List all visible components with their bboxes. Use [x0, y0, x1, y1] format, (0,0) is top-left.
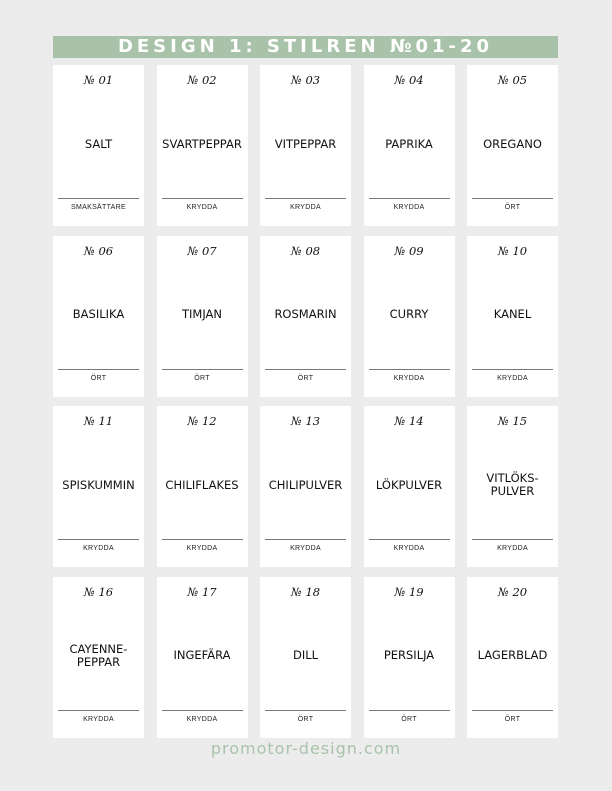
label-category: KRYDDA	[83, 715, 114, 723]
label-number: № 01	[83, 73, 114, 87]
spice-label-card	[260, 406, 351, 567]
spice-label-card	[260, 577, 351, 738]
label-spice-name: SPISKUMMIN	[62, 477, 135, 492]
spice-label-card	[364, 65, 455, 226]
label-category: KRYDDA	[497, 545, 528, 552]
spice-label-card	[467, 577, 558, 738]
label-number: № 19	[394, 584, 424, 599]
spice-label-card	[467, 236, 558, 397]
label-category: KRYDDA	[290, 545, 321, 552]
label-category: ÖRT	[297, 374, 314, 382]
spice-label-card	[157, 65, 248, 226]
label-divider	[162, 710, 243, 711]
label-number: № 14	[394, 414, 424, 428]
label-spice-name: KANEL	[493, 307, 532, 321]
label-category: KRYDDA	[186, 715, 218, 723]
label-divider	[369, 539, 450, 540]
label-spice-name: CAYENNE- PEPPAR	[69, 641, 128, 669]
label-divider	[472, 198, 553, 199]
spice-label-card	[53, 236, 144, 397]
label-divider	[58, 369, 139, 370]
label-category: KRYDDA	[186, 204, 218, 211]
label-category: KRYDDA	[83, 545, 114, 552]
label-divider	[265, 369, 346, 370]
header-banner	[53, 36, 558, 58]
spice-label-card	[157, 406, 248, 567]
label-divider	[472, 710, 553, 711]
spice-label-card	[157, 577, 248, 738]
label-spice-name: VITLÖKS- PULVER	[486, 471, 539, 498]
label-spice-name: PAPRIKA	[385, 136, 433, 151]
label-spice-name: LAGERBLAD	[477, 648, 548, 662]
spice-label-card	[260, 65, 351, 226]
label-category: ÖRT	[194, 374, 210, 382]
label-number: № 12	[187, 414, 217, 428]
spice-label-card	[53, 577, 144, 738]
spice-label-card	[364, 577, 455, 738]
label-spice-name: CURRY	[389, 307, 429, 321]
label-divider	[265, 539, 346, 540]
label-category: ÖRT	[401, 715, 417, 723]
label-divider	[472, 369, 553, 370]
label-spice-name: VITPEPPAR	[274, 136, 337, 151]
label-spice-name: TIMJAN	[182, 307, 222, 321]
label-category: ÖRT	[504, 204, 521, 211]
label-number: № 08	[290, 243, 321, 258]
label-spice-name: SALT	[84, 136, 113, 151]
label-category: KRYDDA	[186, 545, 218, 552]
label-number: № 11	[83, 414, 114, 428]
label-spice-name: DILL	[292, 648, 319, 662]
label-divider	[162, 539, 243, 540]
label-divider	[162, 369, 243, 370]
spice-label-card	[53, 65, 144, 226]
label-number: № 10	[497, 243, 528, 258]
label-number: № 05	[497, 73, 528, 87]
label-number: № 20	[497, 584, 528, 599]
label-number: № 03	[290, 73, 321, 87]
label-spice-name: INGEFÄRA	[173, 648, 231, 662]
spice-label-card	[53, 406, 144, 567]
label-number: № 02	[187, 73, 217, 87]
spice-label-card	[157, 236, 248, 397]
label-category: ÖRT	[297, 715, 314, 723]
label-spice-name: OREGANO	[483, 136, 542, 151]
label-divider	[162, 198, 243, 199]
page-title: DESIGN 1: STILREN №01-20	[117, 36, 494, 57]
label-number: № 13	[290, 414, 321, 428]
label-category: KRYDDA	[393, 545, 425, 552]
label-number: № 09	[394, 243, 424, 258]
label-spice-name: LÖKPULVER	[375, 477, 443, 492]
label-spice-name: ROSMARIN	[274, 307, 337, 321]
label-category: KRYDDA	[393, 374, 425, 382]
label-category: KRYDDA	[393, 204, 425, 211]
label-divider	[58, 198, 139, 199]
label-spice-name: PERSILJA	[383, 648, 435, 662]
label-divider	[265, 198, 346, 199]
spice-label-card	[364, 406, 455, 567]
label-number: № 16	[83, 584, 114, 599]
label-category: SMAKSÄTTARE	[71, 204, 126, 211]
label-divider	[369, 198, 450, 199]
label-number: № 17	[187, 584, 217, 599]
spice-label-card	[364, 236, 455, 397]
label-number: № 04	[394, 73, 424, 87]
label-category: KRYDDA	[290, 204, 321, 211]
spice-label-card	[260, 236, 351, 397]
label-divider	[58, 539, 139, 540]
label-spice-name: BASILIKA	[72, 307, 125, 321]
label-divider	[369, 710, 450, 711]
footer-url: promotor-design.com	[210, 739, 402, 758]
label-divider	[369, 369, 450, 370]
label-spice-name: CHILIPULVER	[268, 477, 343, 492]
label-spice-name: CHILIFLAKES	[165, 477, 239, 492]
spice-label-card	[467, 406, 558, 567]
label-spice-name: SVARTPEPPAR	[162, 136, 242, 151]
label-category: KRYDDA	[497, 374, 528, 382]
label-divider	[58, 710, 139, 711]
spice-label-card	[467, 65, 558, 226]
label-number: № 06	[83, 243, 114, 258]
label-category: ÖRT	[90, 374, 107, 382]
label-category: ÖRT	[504, 715, 521, 723]
label-grid	[53, 65, 558, 738]
label-divider	[265, 710, 346, 711]
label-divider	[472, 539, 553, 540]
label-number: № 18	[290, 584, 321, 599]
label-number: № 15	[497, 414, 528, 428]
label-number: № 07	[187, 243, 217, 258]
